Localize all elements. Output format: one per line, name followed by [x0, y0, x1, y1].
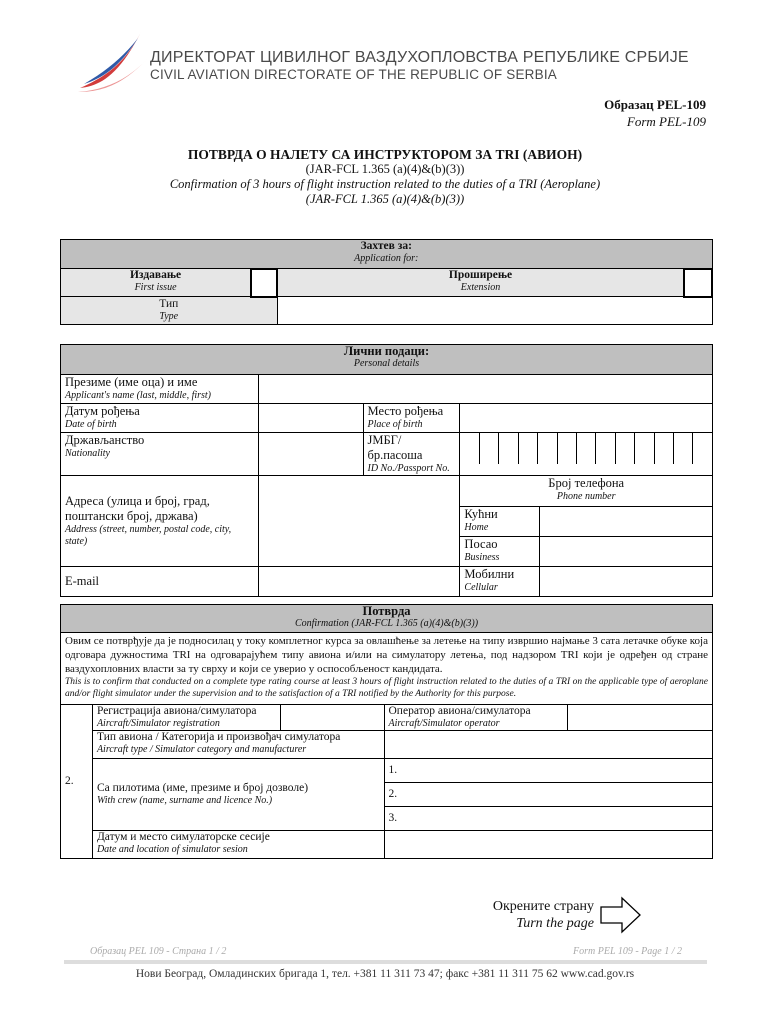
turn-page: [460, 898, 594, 932]
crew-label: Са пилотима (име, презиме и број дозволе) With crew (name, surname and licence No.): [92, 759, 384, 831]
type-label: Тип Type: [61, 297, 278, 325]
registration-label: Регистрација авиона/симулатора Aircraft/Simulator registration: [92, 705, 280, 731]
session-field[interactable]: [384, 831, 713, 859]
footer-page-en: Form PEL 109 - Page 1 / 2: [573, 946, 682, 957]
aircraft-type-field[interactable]: [384, 731, 713, 759]
business-phone-field[interactable]: [540, 537, 713, 567]
turn-page-en: Turn the page: [516, 916, 594, 931]
email-label: E-mail: [61, 567, 259, 597]
session-label: Датум и место симулаторске сесије Date and location of simulator sesion: [92, 831, 384, 859]
title-sr: ПОТВРДА О НАЛЕТУ СА ИНСТРУКТОРОМ ЗА TRI (АВИОН): [187, 147, 583, 162]
personal-details-table: [60, 344, 713, 597]
nationality-label: Држављанство Nationality: [61, 433, 259, 476]
confirmation-header: Потврда Confirmation (JAR-FCL 1.365 (a)(4)&(b)(3)): [61, 605, 713, 633]
name-label: Презиме (име оца) и име Applicant's name (last, middle, first): [61, 375, 259, 404]
title-ref: (JAR-FCL 1.365 (a)(4)&(b)(3)): [305, 162, 465, 176]
personal-header: Лични подаци: Personal details: [61, 345, 713, 375]
document-title: [0, 147, 770, 207]
pob-label: Место рођења Place of birth: [363, 404, 460, 433]
turn-page-sr: Окрените страну: [492, 899, 594, 914]
home-phone-field[interactable]: [540, 507, 713, 537]
first-issue-checkbox[interactable]: [251, 269, 277, 297]
form-number: [604, 96, 706, 130]
home-phone-label: Кућни Home: [460, 507, 540, 537]
mobile-phone-field[interactable]: [540, 567, 713, 597]
extension-label: Проширење Extension: [277, 269, 684, 297]
title-en-ref: (JAR-FCL 1.365 (a)(4)&(b)(3)): [305, 192, 465, 206]
phone-label: Број телефона Phone number: [460, 476, 713, 507]
pob-field[interactable]: [460, 404, 713, 433]
operator-label: Оператор авиона/симулатора Aircraft/Simulator operator: [384, 705, 568, 731]
operator-field[interactable]: [568, 705, 713, 731]
nationality-field[interactable]: [258, 433, 363, 476]
dob-label: Датум рођења Date of birth: [61, 404, 259, 433]
footer-divider: [64, 960, 707, 964]
footer-page-sr: Образац PEL 109 - Страна 1 / 2: [90, 946, 227, 957]
confirmation-text: Овим се потврђује да је подносилац у току комплетног курса за овлашћење за летење на типу извршио најмање 3 сата летачке обуке која одговара дужностима TRI на одговарајућем типу авиона и/или на симулатору летења, под надзором TRI који је одређен од стране ваздухопловних власти за ту сврху и који се уверио у оспособљеност кандидата. This is to confirm that conducted on a complete type rating course at least 3 hours of flight instruction related to the duties of a TRI on the applicable type of aeroplane and/or flight simulator under the supervision and to the satisfaction of a TRI notified by the Authority for this purpose.: [61, 633, 713, 705]
crew-field-3[interactable]: 3.: [384, 807, 713, 831]
footer-address: Нови Београд, Омладинских бригада 1, тел. +381 11 311 73 47; факс +381 11 311 75 62 www.cad.gov.rs: [135, 968, 635, 980]
title-en: Confirmation of 3 hours of flight instruction related to the duties of a TRI (Aeroplane): [169, 177, 601, 191]
form-number-en: Form PEL-109: [626, 114, 706, 129]
row-number: 2.: [61, 705, 93, 859]
email-field[interactable]: [258, 567, 460, 597]
address-label: Адреса (улица и број, град, поштански број, држава) Address (street, number, postal code, city, state): [61, 476, 259, 567]
business-phone-label: Посао Business: [460, 537, 540, 567]
first-issue-label: Издавање First issue: [61, 269, 252, 297]
mobile-phone-label: Мобилни Cellular: [460, 567, 540, 597]
arrow-right-icon: [600, 896, 642, 934]
cad-logo: [78, 28, 150, 94]
aircraft-type-label: Тип авиона / Категорија и произвођач симулатора Aircraft type / Simulator category and manufacturer: [92, 731, 384, 759]
form-number-sr: Образац PEL-109: [604, 97, 706, 112]
address-field[interactable]: [258, 476, 460, 567]
crew-field-1[interactable]: 1.: [384, 759, 713, 783]
org-name-sr: ДИРЕКТОРАТ ЦИВИЛНОГ ВАЗДУХОПЛОВСТВА РЕПУБЛИКЕ СРБИЈЕ: [150, 49, 689, 66]
org-name-en: CIVIL AVIATION DIRECTORATE OF THE REPUBLIC OF SERBIA: [150, 67, 557, 82]
id-field[interactable]: [460, 433, 713, 476]
crew-field-2[interactable]: 2.: [384, 783, 713, 807]
confirmation-table: [60, 604, 713, 859]
dob-field[interactable]: [258, 404, 363, 433]
name-field[interactable]: [258, 375, 712, 404]
registration-field[interactable]: [280, 705, 384, 731]
type-field[interactable]: [277, 297, 712, 325]
extension-checkbox[interactable]: [684, 269, 712, 297]
id-label: ЈМБГ/бр.пасоша ID No./Passport No.: [363, 433, 460, 476]
application-table: [60, 239, 713, 325]
application-header: Захтев за: Application for:: [61, 240, 713, 269]
